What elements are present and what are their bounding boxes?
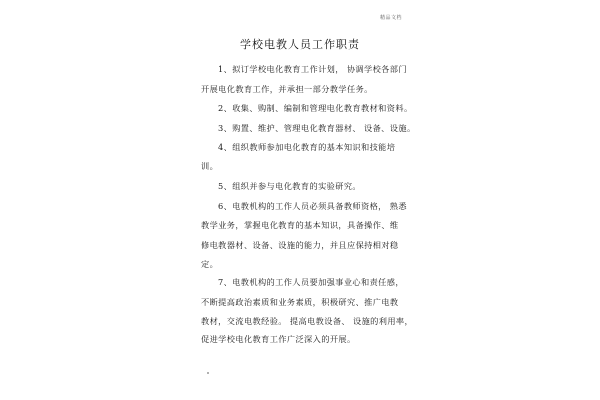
header-mark: 精品文档 [380,15,403,21]
paragraph-line: 5、组织并参与电化教育的实验研究。 [218,181,362,191]
paragraph-line: 训。 [201,161,219,171]
paragraph-line: 7、电教机构的工作人员要加强事业心和责任感， [218,277,404,287]
paragraph-line: 3、购置、维护、管理电化教育器材、 设备、设施。 [218,123,416,133]
paragraph-line: 教学业务，掌握电化教育的基本知识，具备操作、维 [201,220,399,230]
document-title: 学校电教人员工作职责 [240,38,360,51]
paragraph-line: 促进学校电化教育工作广泛深入的开展。 [201,334,356,344]
paragraph-line: 6、电教机构的工作人员必须具备教师资格， 熟悉 [218,201,407,211]
paragraph-line: 开展电化教育工作，并承担一部分教学任务。 [201,84,373,94]
paragraph-line: 不断提高政治素质和业务素质，积极研究、推广电教 [201,297,399,307]
paragraph-line: 定。 [201,259,219,269]
paragraph-line: 2、收集、购制、编制和管理电化教育教材和资料。 [218,103,413,113]
paragraph-line: 1、拟订学校电化教育工作计划， 协调学校各部门 [218,64,407,74]
paragraph-line: 修电教器材、设备、设施的能力，并且应保持相对稳 [201,240,399,250]
paragraph-line: 4、组织教师参加电化教育的基本知识和技能培 [218,142,396,152]
paragraph-line: 教材，交流电教经验。 提高电教设备、 设施的利用率， [201,316,414,326]
page-mark-dot [207,372,209,374]
